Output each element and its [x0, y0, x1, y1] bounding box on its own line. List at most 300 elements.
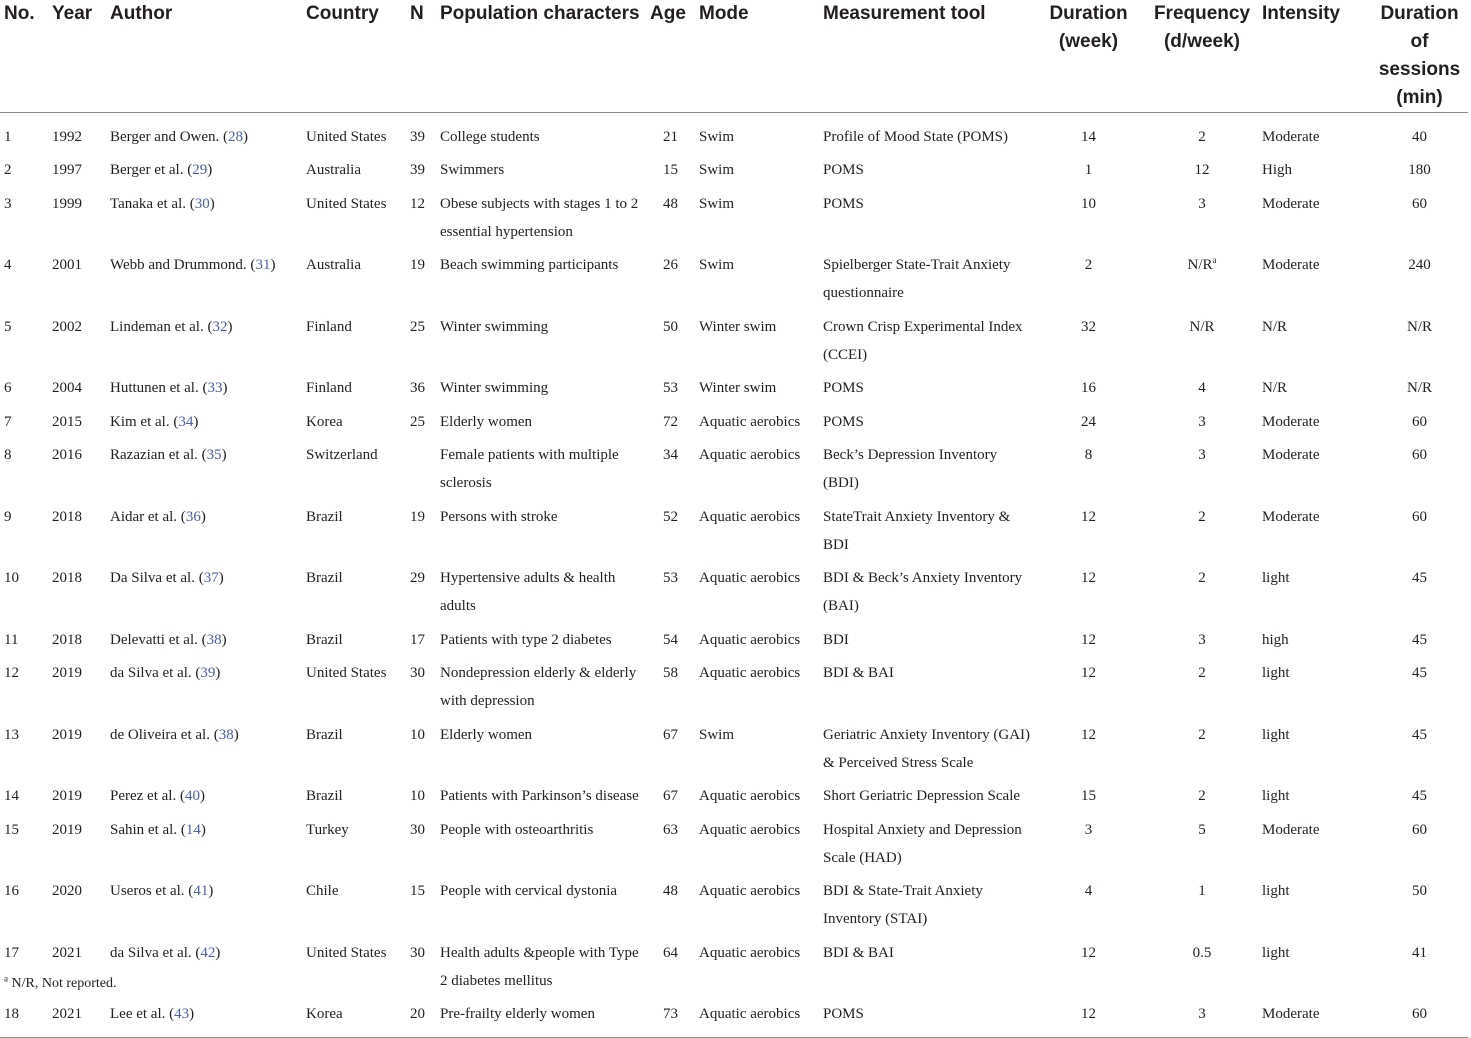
- author-name: Perez et al. (: [110, 788, 185, 805]
- cell-duration: 12: [1031, 995, 1146, 1037]
- author-name: Huttunen et al. (: [110, 380, 208, 397]
- cell-frequency: 2: [1198, 508, 1206, 525]
- cell-frequency: 3: [1198, 446, 1206, 463]
- cell-tool: Hospital Anxiety and Depression Scale (HAD): [823, 821, 1022, 866]
- cell-population: People with cervical dystonia: [440, 883, 618, 900]
- cell-intensity: High: [1262, 162, 1292, 179]
- cell-year: 2018: [52, 508, 82, 525]
- author-close-paren: ): [208, 883, 214, 900]
- table-body: [0, 113, 1468, 1038]
- author-name: Sahin et al. (: [110, 821, 186, 838]
- cell-population: Elderly women: [440, 413, 533, 430]
- table-row: [0, 308, 1468, 370]
- cell-population: Winter swimming: [440, 380, 549, 397]
- cell-session-duration: N/R: [1406, 318, 1432, 335]
- cell-session-duration: 41: [1412, 944, 1427, 961]
- cell-n: 25: [410, 413, 425, 430]
- header-author: Author: [106, 0, 302, 113]
- table-row: [0, 621, 1468, 654]
- cell-year: 1997: [52, 162, 82, 179]
- header-population: Population characters: [436, 0, 646, 113]
- cell-author: [106, 934, 302, 996]
- header-row: [0, 0, 1468, 113]
- reference-link[interactable]: 32: [212, 318, 228, 335]
- cell-population: Beach swimming participants: [440, 257, 619, 274]
- cell-population: Hypertensive adults & health adults: [440, 570, 616, 615]
- author-close-paren: ): [209, 195, 215, 212]
- cell-year: 1999: [52, 195, 82, 212]
- cell-session-duration: 60: [1371, 995, 1468, 1037]
- cell-n: 17: [410, 631, 425, 648]
- table-row: [0, 185, 1468, 247]
- cell-mode: Aquatic aerobics: [699, 570, 801, 587]
- cell-population: College students: [440, 129, 540, 145]
- cell-tool: StateTrait Anxiety Inventory & BDI: [823, 508, 1011, 553]
- frequency-value: N/R: [1187, 257, 1213, 274]
- cell-mode: Aquatic aerobics: [699, 446, 801, 463]
- cell-age: 73: [646, 995, 695, 1037]
- cell-country: Brazil: [306, 788, 343, 805]
- cell-population: Nondepression elderly & elderly with depression: [440, 665, 637, 710]
- header-frequency-line2: (d/week): [1163, 31, 1241, 52]
- cell-intensity: Moderate: [1262, 129, 1320, 145]
- cell-duration: 8: [1084, 446, 1093, 463]
- cell-no: 7: [4, 413, 12, 430]
- cell-mode: Aquatic aerobics: [699, 631, 801, 648]
- author-close-paren: ): [221, 446, 227, 463]
- cell-author: [106, 777, 302, 810]
- cell-intensity: Moderate: [1262, 257, 1320, 274]
- table-row: [0, 436, 1468, 498]
- cell-intensity: high: [1262, 631, 1289, 648]
- author-close-paren: ): [193, 413, 199, 430]
- cell-duration: 16: [1081, 380, 1096, 397]
- header-session-line1: Duration: [1380, 3, 1459, 24]
- cell-session-duration: N/R: [1406, 380, 1432, 397]
- cell-mode: Aquatic aerobics: [699, 508, 801, 525]
- author-close-paren: ): [218, 570, 224, 587]
- cell-no: 2: [4, 162, 12, 179]
- cell-country: Chile: [306, 883, 339, 900]
- cell-country: Korea: [306, 413, 343, 430]
- cell-year: 2004: [52, 380, 82, 397]
- cell-author: [106, 872, 302, 934]
- author-close-paren: ): [215, 665, 221, 682]
- cell-no: 14: [4, 788, 19, 805]
- cell-age: 52: [663, 508, 678, 525]
- cell-country: Brazil: [306, 631, 343, 648]
- cell-age: 53: [663, 570, 678, 587]
- cell-country: Switzerland: [306, 446, 378, 463]
- cell-duration: 2: [1084, 257, 1093, 274]
- header-session-line3: (min): [1396, 87, 1443, 108]
- cell-mode: Aquatic aerobics: [699, 883, 801, 900]
- author-close-paren: ): [227, 318, 233, 335]
- cell-n: 36: [410, 380, 425, 397]
- reference-link[interactable]: 29: [192, 162, 208, 179]
- cell-duration: 12: [1081, 570, 1096, 587]
- cell-year: 2019: [52, 665, 82, 682]
- cell-age: 48: [663, 195, 678, 212]
- cell-duration: 32: [1081, 318, 1096, 335]
- cell-population: People with osteoarthritis: [440, 821, 594, 838]
- cell-intensity: light: [1262, 788, 1290, 805]
- cell-intensity: Moderate: [1262, 195, 1320, 212]
- cell-frequency: 12: [1194, 162, 1210, 179]
- cell-intensity: light: [1262, 570, 1290, 587]
- cell-frequency: 2: [1198, 788, 1206, 805]
- author-close-paren: ): [189, 1006, 195, 1023]
- cell-session-duration: 180: [1408, 162, 1431, 179]
- reference-link[interactable]: 28: [228, 129, 244, 145]
- cell-author: [106, 559, 302, 621]
- cell-frequency: 2: [1198, 570, 1206, 587]
- cell-intensity: light: [1262, 883, 1290, 900]
- header-mode: Mode: [695, 0, 819, 113]
- cell-session-duration: 240: [1408, 257, 1431, 274]
- author-name: Webb and Drummond. (: [110, 257, 256, 274]
- cell-no: 1: [4, 129, 12, 145]
- header-frequency: [1146, 0, 1258, 113]
- table-row: [0, 151, 1468, 184]
- cell-mode: Swim: [699, 195, 735, 212]
- cell-intensity: Moderate: [1262, 821, 1320, 838]
- cell-tool: BDI & State-Trait Anxiety Inventory (STAI): [823, 883, 983, 928]
- reference-link[interactable]: 35: [206, 446, 222, 463]
- cell-intensity: light: [1262, 726, 1290, 743]
- cell-mode: Aquatic aerobics: [699, 821, 801, 838]
- cell-tool: POMS: [823, 380, 864, 397]
- cell-intensity: light: [1262, 665, 1290, 682]
- cell-mode: Swim: [699, 726, 735, 743]
- table-row: [0, 934, 1468, 996]
- cell-country: Finland: [306, 318, 352, 335]
- header-age: Age: [646, 0, 695, 113]
- cell-age: 63: [663, 821, 678, 838]
- cell-frequency: 2: [1198, 129, 1206, 145]
- author-name: da Silva et al. (: [110, 944, 201, 961]
- author-name: Tanaka et al. (: [110, 195, 195, 212]
- cell-population: Obese subjects with stages 1 to 2 essential hypertension: [440, 195, 639, 240]
- cell-no: 3: [4, 195, 12, 212]
- cell-duration: 15: [1081, 788, 1096, 805]
- cell-age: 54: [663, 631, 678, 648]
- header-no: No.: [0, 0, 48, 113]
- cell-n: 10: [410, 788, 425, 805]
- cell-session-duration: 45: [1412, 665, 1427, 682]
- cell-country: Brazil: [306, 726, 343, 743]
- cell-frequency: 2: [1198, 726, 1206, 743]
- cell-n: 19: [410, 508, 425, 525]
- cell-year: 2001: [52, 257, 82, 274]
- cell-duration: 12: [1081, 665, 1096, 682]
- cell-duration: 3: [1084, 821, 1093, 838]
- cell-intensity: Moderate: [1262, 508, 1320, 525]
- reference-link[interactable]: 30: [194, 195, 210, 212]
- author-name: Berger and Owen. (: [110, 129, 229, 145]
- cell-tool: Beck’s Depression Inventory (BDI): [823, 446, 998, 492]
- cell-intensity: N/R: [1262, 380, 1288, 397]
- cell-author: [106, 436, 302, 498]
- cell-population: Pre-frailty elderly women: [436, 995, 646, 1037]
- cell-country: Australia: [306, 257, 361, 274]
- cell-intensity: Moderate: [1258, 995, 1371, 1037]
- cell-author: [106, 498, 302, 560]
- cell-age: 48: [663, 883, 678, 900]
- cell-age: 67: [663, 788, 678, 805]
- author-name: da Silva et al. (: [110, 665, 201, 682]
- cell-age: 67: [663, 726, 678, 743]
- header-duration: [1031, 0, 1146, 113]
- cell-author: [106, 308, 302, 370]
- cell-mode: Aquatic aerobics: [699, 944, 801, 961]
- reference-link[interactable]: 39: [200, 665, 216, 682]
- author-name: de Oliveira et al. (: [110, 726, 219, 743]
- cell-country: Brazil: [306, 508, 343, 525]
- cell-tool: BDI & BAI: [823, 944, 894, 961]
- header-duration-line2: (week): [1058, 31, 1119, 52]
- author-name: Aidar et al. (: [110, 508, 186, 525]
- reference-link[interactable]: 33: [207, 380, 223, 397]
- cell-country: Finland: [306, 380, 352, 397]
- cell-country: Brazil: [306, 570, 343, 587]
- cell-author: [106, 811, 302, 873]
- cell-no: 6: [4, 380, 12, 397]
- cell-n: 39: [410, 129, 425, 145]
- cell-mode: Aquatic aerobics: [695, 995, 819, 1037]
- author-name: Razazian et al. (: [110, 446, 207, 463]
- header-intensity: Intensity: [1258, 0, 1371, 113]
- cell-author: [106, 151, 302, 184]
- reference-link[interactable]: 43: [174, 1006, 190, 1023]
- cell-intensity: Moderate: [1262, 413, 1320, 430]
- author-name: Berger et al. (: [110, 162, 193, 179]
- author-close-paren: ): [200, 508, 206, 525]
- table-row: [0, 369, 1468, 402]
- cell-duration: 14: [1081, 129, 1096, 145]
- cell-mode: Aquatic aerobics: [699, 665, 801, 682]
- cell-age: 15: [663, 162, 678, 179]
- table-row: [0, 246, 1468, 308]
- cell-year: 2021: [52, 944, 82, 961]
- reference-link[interactable]: 41: [193, 883, 209, 900]
- cell-n: 29: [410, 570, 425, 587]
- cell-age: 53: [663, 380, 678, 397]
- author-name: Delevatti et al. (: [110, 631, 207, 648]
- cell-population: Elderly women: [440, 726, 533, 743]
- author-close-paren: ): [221, 631, 227, 648]
- author-name: Lindeman et al. (: [110, 318, 213, 335]
- reference-link[interactable]: 40: [184, 788, 200, 805]
- cell-tool: BDI: [823, 631, 849, 648]
- cell-mode: Swim: [699, 162, 735, 179]
- header-country: Country: [302, 0, 406, 113]
- cell-frequency: 4: [1198, 380, 1206, 397]
- author-close-paren: ): [207, 162, 213, 179]
- cell-no: 10: [4, 570, 19, 587]
- cell-no: 8: [4, 446, 12, 463]
- cell-frequency: [1146, 246, 1258, 308]
- cell-mode: Swim: [699, 257, 735, 274]
- cell-session-duration: 45: [1412, 570, 1427, 587]
- cell-author: [106, 716, 302, 778]
- cell-population: Patients with Parkinson’s disease: [440, 788, 639, 805]
- cell-age: 34: [663, 446, 678, 463]
- cell-year: 2021: [48, 995, 106, 1037]
- table-row: [0, 559, 1468, 621]
- cell-author: [106, 369, 302, 402]
- cell-author: [106, 995, 302, 1037]
- cell-n: 30: [410, 944, 425, 961]
- header-duration-line1: Duration: [1049, 3, 1128, 24]
- cell-duration: 12: [1081, 726, 1096, 743]
- cell-author: [106, 621, 302, 654]
- cell-age: 72: [663, 413, 678, 430]
- cell-intensity: Moderate: [1262, 446, 1320, 463]
- cell-age: 64: [663, 944, 678, 961]
- cell-tool: POMS: [819, 995, 1031, 1037]
- cell-duration: 4: [1084, 883, 1093, 900]
- reference-link[interactable]: 14: [185, 821, 201, 838]
- author-name: Useros et al. (: [110, 883, 194, 900]
- author-name: Da Silva et al. (: [110, 570, 204, 587]
- author-close-paren: ): [270, 257, 276, 274]
- cell-no: 18: [0, 995, 48, 1037]
- cell-author: [106, 246, 302, 308]
- cell-country: United States: [306, 129, 387, 145]
- cell-year: 2018: [52, 570, 82, 587]
- cell-n: 25: [410, 318, 425, 335]
- cell-n: 15: [410, 883, 425, 900]
- cell-tool: Crown Crisp Experimental Index (CCEI): [823, 318, 1023, 364]
- author-name: Kim et al. (: [110, 413, 179, 430]
- cell-duration: 12: [1081, 944, 1096, 961]
- cell-frequency: 3: [1198, 413, 1206, 430]
- cell-mode: Swim: [699, 129, 735, 145]
- cell-year: 1992: [52, 129, 82, 145]
- cell-no: 16: [4, 883, 19, 900]
- cell-duration: 12: [1081, 508, 1096, 525]
- reference-link[interactable]: 34: [178, 413, 194, 430]
- cell-frequency: N/R: [1189, 318, 1215, 335]
- cell-session-duration: 45: [1412, 788, 1427, 805]
- cell-country: United States: [306, 665, 387, 682]
- cell-year: 2019: [52, 788, 82, 805]
- cell-author: [106, 654, 302, 716]
- cell-age: 50: [663, 318, 678, 335]
- cell-year: 2015: [52, 413, 82, 430]
- header-session-line2: of sessions: [1378, 31, 1461, 80]
- author-close-paren: ): [233, 726, 239, 743]
- cell-frequency: 3: [1198, 631, 1206, 648]
- header-tool: Measurement tool: [819, 0, 1031, 113]
- cell-session-duration: 40: [1412, 129, 1427, 145]
- cell-age: 58: [663, 665, 678, 682]
- table-row: [0, 654, 1468, 716]
- cell-frequency: 3: [1198, 195, 1206, 212]
- cell-year: 2016: [52, 446, 82, 463]
- author-close-paren: ): [199, 788, 205, 805]
- cell-duration: 12: [1081, 631, 1096, 648]
- cell-frequency: 5: [1198, 821, 1206, 838]
- cell-intensity: light: [1262, 944, 1290, 961]
- reference-link[interactable]: 42: [200, 944, 216, 961]
- author-close-paren: ): [222, 380, 228, 397]
- table-row: [0, 811, 1468, 873]
- table-row: [0, 498, 1468, 560]
- cell-age: 21: [663, 129, 678, 145]
- cell-country: Turkey: [306, 821, 349, 838]
- cell-tool: Spielberger State-Trait Anxiety questionnaire: [823, 257, 1011, 302]
- reference-link[interactable]: 31: [255, 257, 271, 274]
- table-row: [0, 995, 1468, 1037]
- cell-tool: Short Geriatric Depression Scale: [823, 788, 1021, 805]
- cell-mode: Aquatic aerobics: [699, 788, 801, 805]
- cell-n: 30: [410, 665, 425, 682]
- reference-link[interactable]: 38: [206, 631, 222, 648]
- reference-link[interactable]: 38: [218, 726, 234, 743]
- author-close-paren: ): [200, 821, 206, 838]
- cell-mode: Winter swim: [699, 380, 777, 397]
- cell-population: Swimmers: [440, 162, 505, 179]
- cell-session-duration: 60: [1412, 508, 1427, 525]
- cell-n: 19: [410, 257, 425, 274]
- cell-frequency: 0.5: [1192, 944, 1212, 961]
- cell-duration: 24: [1081, 413, 1096, 430]
- cell-tool: POMS: [823, 195, 864, 212]
- cell-no: 15: [4, 821, 19, 838]
- cell-n: 12: [410, 195, 425, 212]
- cell-year: 2002: [52, 318, 82, 335]
- footnote-marker: a: [4, 973, 8, 984]
- cell-tool: Profile of Mood State (POMS): [823, 129, 1008, 145]
- cell-session-duration: 60: [1412, 413, 1427, 430]
- cell-frequency: 2: [1198, 665, 1206, 682]
- cell-country: United States: [306, 195, 387, 212]
- cell-country: United States: [306, 944, 387, 961]
- author-name: Lee et al. (: [110, 1006, 175, 1023]
- cell-session-duration: 45: [1412, 726, 1427, 743]
- cell-n: 30: [410, 821, 425, 838]
- cell-no: 5: [4, 318, 12, 335]
- reference-link[interactable]: 37: [203, 570, 219, 587]
- cell-mode: Aquatic aerobics: [699, 413, 801, 430]
- cell-no: 11: [4, 631, 19, 648]
- table-row: [0, 403, 1468, 436]
- cell-no: 4: [4, 257, 12, 274]
- table-row: [0, 777, 1468, 810]
- cell-tool: BDI & BAI: [823, 665, 894, 682]
- cell-year: 2020: [52, 883, 82, 900]
- footnote-text: N/R, Not reported.: [8, 976, 117, 991]
- cell-no: 12: [4, 665, 19, 682]
- cell-session-duration: 60: [1412, 195, 1427, 212]
- reference-link[interactable]: 36: [185, 508, 201, 525]
- cell-tool: POMS: [823, 413, 864, 430]
- header-n: N: [406, 0, 436, 113]
- cell-n: [406, 436, 436, 498]
- cell-no: 13: [4, 726, 19, 743]
- cell-population: Winter swimming: [440, 318, 549, 335]
- cell-frequency: 1: [1198, 883, 1206, 900]
- cell-country: Australia: [306, 162, 361, 179]
- header-year: Year: [48, 0, 106, 113]
- cell-no: 17: [4, 944, 19, 961]
- table-footnote: [4, 974, 116, 994]
- cell-tool: BDI & Beck’s Anxiety Inventory (BAI): [823, 570, 1023, 615]
- table-row: [0, 716, 1468, 778]
- table-row: [0, 113, 1468, 152]
